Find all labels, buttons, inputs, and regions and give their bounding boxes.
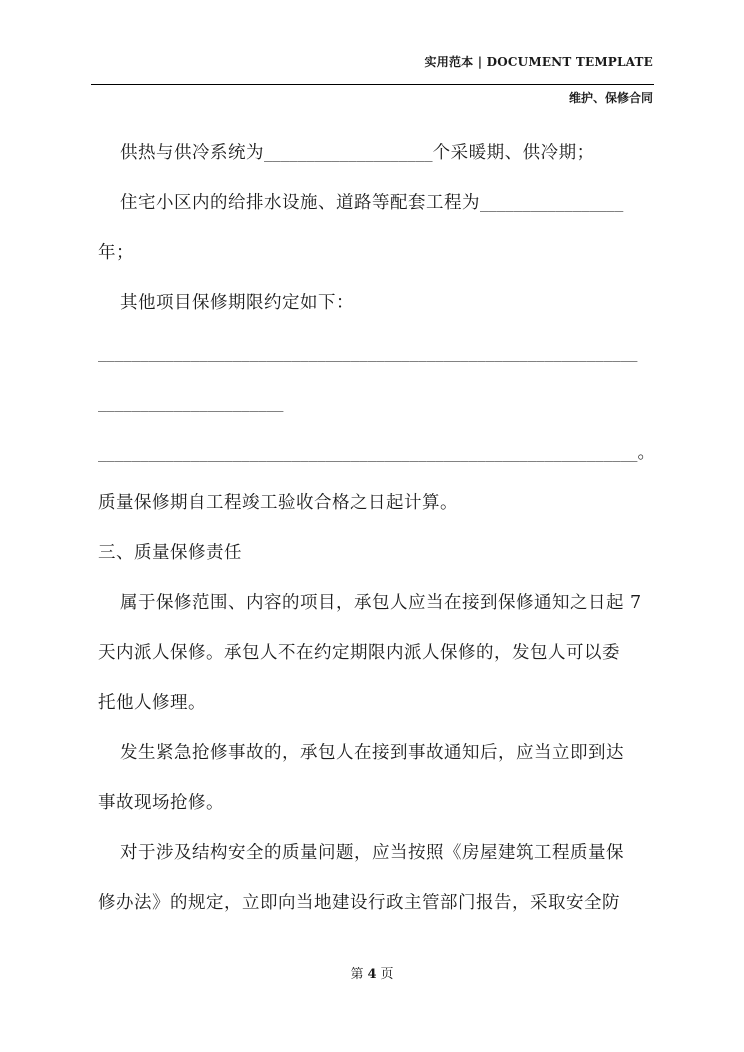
para3-line1: 对于涉及结构安全的质量问题，应当按照《房屋建筑工程质量保 bbox=[120, 843, 624, 863]
paragraph-drainage bbox=[98, 178, 658, 228]
page-number: 4 bbox=[367, 967, 377, 982]
heating-text: 供热与供冷系统为 bbox=[120, 143, 264, 163]
para3-line2: 修办法》的规定，立即向当地建设行政主管部门报告，采取安全防 bbox=[98, 893, 620, 913]
blank-line-2 bbox=[98, 378, 658, 428]
blank-long-1: ________________________________________________________________ bbox=[98, 346, 638, 362]
section-title: 三、质量保修责任 bbox=[98, 543, 242, 563]
drainage-blank: _________________ bbox=[480, 196, 624, 212]
blank-short: ______________________ bbox=[98, 396, 284, 412]
header-divider bbox=[91, 84, 654, 85]
blank-line-3 bbox=[98, 428, 658, 478]
page-footer bbox=[0, 963, 744, 982]
para1-line2: 天内派人保修。承包人不在约定期限内派人保修的，发包人可以委 bbox=[98, 643, 620, 663]
blank-line-1 bbox=[98, 328, 658, 378]
drainage-continuation: 年； bbox=[98, 243, 134, 263]
drainage-text: 住宅小区内的给排水设施、道路等配套工程为 bbox=[120, 193, 480, 213]
footer-prefix: 第 bbox=[350, 967, 364, 982]
header-title: 实用范本 | DOCUMENT TEMPLATE bbox=[424, 55, 653, 69]
paragraph-other-items: 其他项目保修期限约定如下： bbox=[120, 293, 354, 313]
document-body bbox=[98, 128, 658, 928]
para1-line1: 属于保修范围、内容的项目，承包人应当在接到保修通知之日起 7 bbox=[120, 593, 642, 613]
para2-line1: 发生紧急抢修事故的，承包人在接到事故通知后，应当立即到达 bbox=[120, 743, 624, 763]
blank-period: 。 bbox=[637, 443, 656, 463]
blank-long-2: ________________________________________________________________ bbox=[98, 446, 638, 462]
paragraph-warranty-start: 质量保修期自工程竣工验收合格之日起计算。 bbox=[98, 493, 458, 513]
heating-blank: ____________________ bbox=[264, 146, 433, 162]
footer-suffix: 页 bbox=[380, 967, 394, 982]
heating-end: 个采暖期、供冷期； bbox=[432, 143, 595, 163]
para2-line2: 事故现场抢修。 bbox=[98, 793, 224, 813]
para1-line3: 托他人修理。 bbox=[98, 693, 206, 713]
header-subtitle: 维护、保修合同 bbox=[568, 91, 653, 105]
paragraph-heating-cooling bbox=[98, 128, 658, 178]
